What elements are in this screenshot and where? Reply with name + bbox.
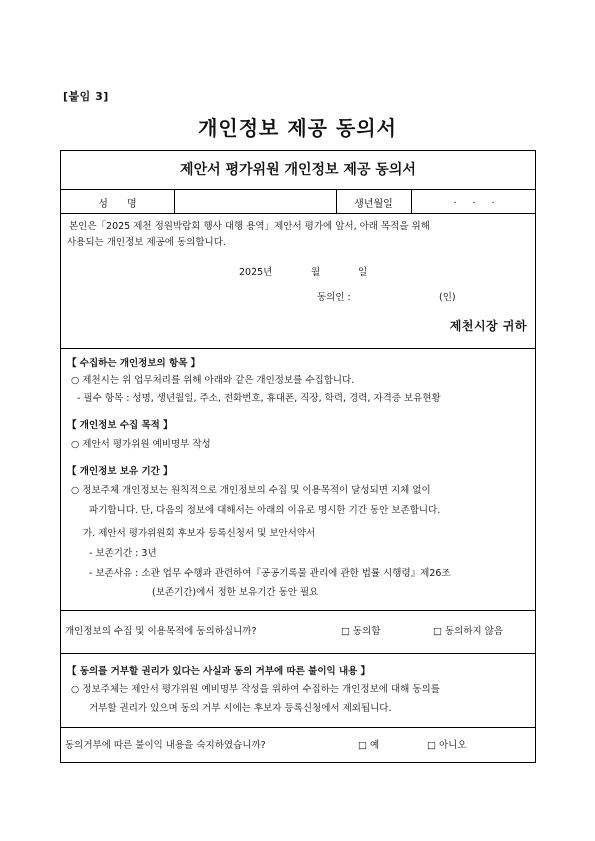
document-title: 개인정보 제공 동의서: [198, 116, 397, 140]
section-refusal-heading: 【 동의를 거부할 권리가 있다는 사실과 동의 거부에 따른 불이익 내용 】: [67, 666, 371, 677]
divider: [61, 653, 535, 654]
consent-form: [60, 150, 536, 763]
consent-statement-line2: 사용되는 개인정보 제공에 동의합니다.: [67, 237, 226, 248]
attachment-label: [붙임 3]: [63, 90, 109, 103]
section-purpose-heading: 【 개인정보 수집 목적 】: [67, 420, 173, 431]
section-retention-line2: 파기합니다. 단, 다음의 정보에 대해서는 아래의 이유로 명시한 기간 동안 보존합니다.: [89, 505, 441, 516]
agree-question: 개인정보의 수집 및 이용목적에 동의하십니까?: [65, 626, 257, 637]
name-label: 성 명: [98, 199, 137, 210]
form-title: 제안서 평가위원 개인정보 제공 동의서: [180, 162, 416, 178]
signer-label: 동의인 :: [317, 292, 351, 303]
addressee: 제천시장 귀하: [449, 319, 527, 333]
refusal-question: 동의거부에 따른 불이익 내용을 숙지하였습니까?: [65, 740, 266, 751]
agree-yes-checkbox[interactable]: □ 동의함: [341, 626, 381, 637]
section-refusal-line1: ○ 정보주체는 제안서 평가위원 예비명부 작성을 위하여 수집하는 개인정보에 대해 동의를: [71, 684, 440, 695]
section-retention-line5: - 보존사유 : 소관 업무 수행과 관련하여『공공기록물 관리에 관한 법률 시행령』제26조: [89, 568, 451, 579]
divider: [61, 610, 535, 611]
section-collected-items-heading: 【 수집하는 개인정보의 항목 】: [67, 358, 201, 369]
section-retention-heading: 【 개인정보 보유 기간 】: [67, 466, 173, 477]
birth-field[interactable]: . . .: [453, 195, 495, 206]
date-year: 2025년: [239, 267, 273, 278]
section-retention-line3: 가. 제안서 평가위원회 후보자 등록신청서 및 보안서약서: [83, 528, 316, 539]
divider: [61, 189, 535, 190]
divider: [61, 727, 535, 728]
date-day: 일: [358, 267, 368, 278]
refusal-no-checkbox[interactable]: □ 아니오: [427, 740, 467, 751]
date-month: 월: [311, 267, 321, 278]
agree-no-checkbox[interactable]: □ 동의하지 않음: [433, 626, 504, 637]
section-retention-line6: (보존기간)에서 정한 보유기간 동안 필요: [152, 587, 319, 598]
refusal-yes-checkbox[interactable]: □ 예: [358, 740, 380, 751]
birth-label: 생년월일: [354, 199, 393, 210]
section-collected-items-line1: ○ 제천시는 위 업무처리를 위해 아래와 같은 개인정보를 수집합니다.: [71, 375, 355, 386]
section-collected-items-line2: - 필수 항목 : 성명, 생년월일, 주소, 전화번호, 휴대폰, 직장, 학력, 경력, 자격증 보유현황: [77, 393, 441, 404]
section-refusal-line2: 거부할 권리가 있으며 동의 거부 시에는 후보자 등록신청에서 제외됩니다.: [89, 703, 392, 714]
section-retention-line1: ○ 정보주체 개인정보는 원칙적으로 개인정보의 수집 및 이용목적이 달성되면 지체 없이: [71, 485, 431, 496]
divider: [61, 213, 535, 214]
divider: [61, 348, 535, 349]
consent-statement-line1: 본인은「2025 제천 정원박람회 행사 대행 용역」제안서 평가에 앞서, 아래 목적을 위해: [69, 221, 430, 232]
section-purpose-line1: ○ 제안서 평가위원 예비명부 작성: [71, 439, 211, 450]
seal-label: (인): [439, 292, 456, 303]
section-retention-line4: - 보존기간 : 3년: [89, 548, 157, 559]
divider: [174, 189, 175, 213]
